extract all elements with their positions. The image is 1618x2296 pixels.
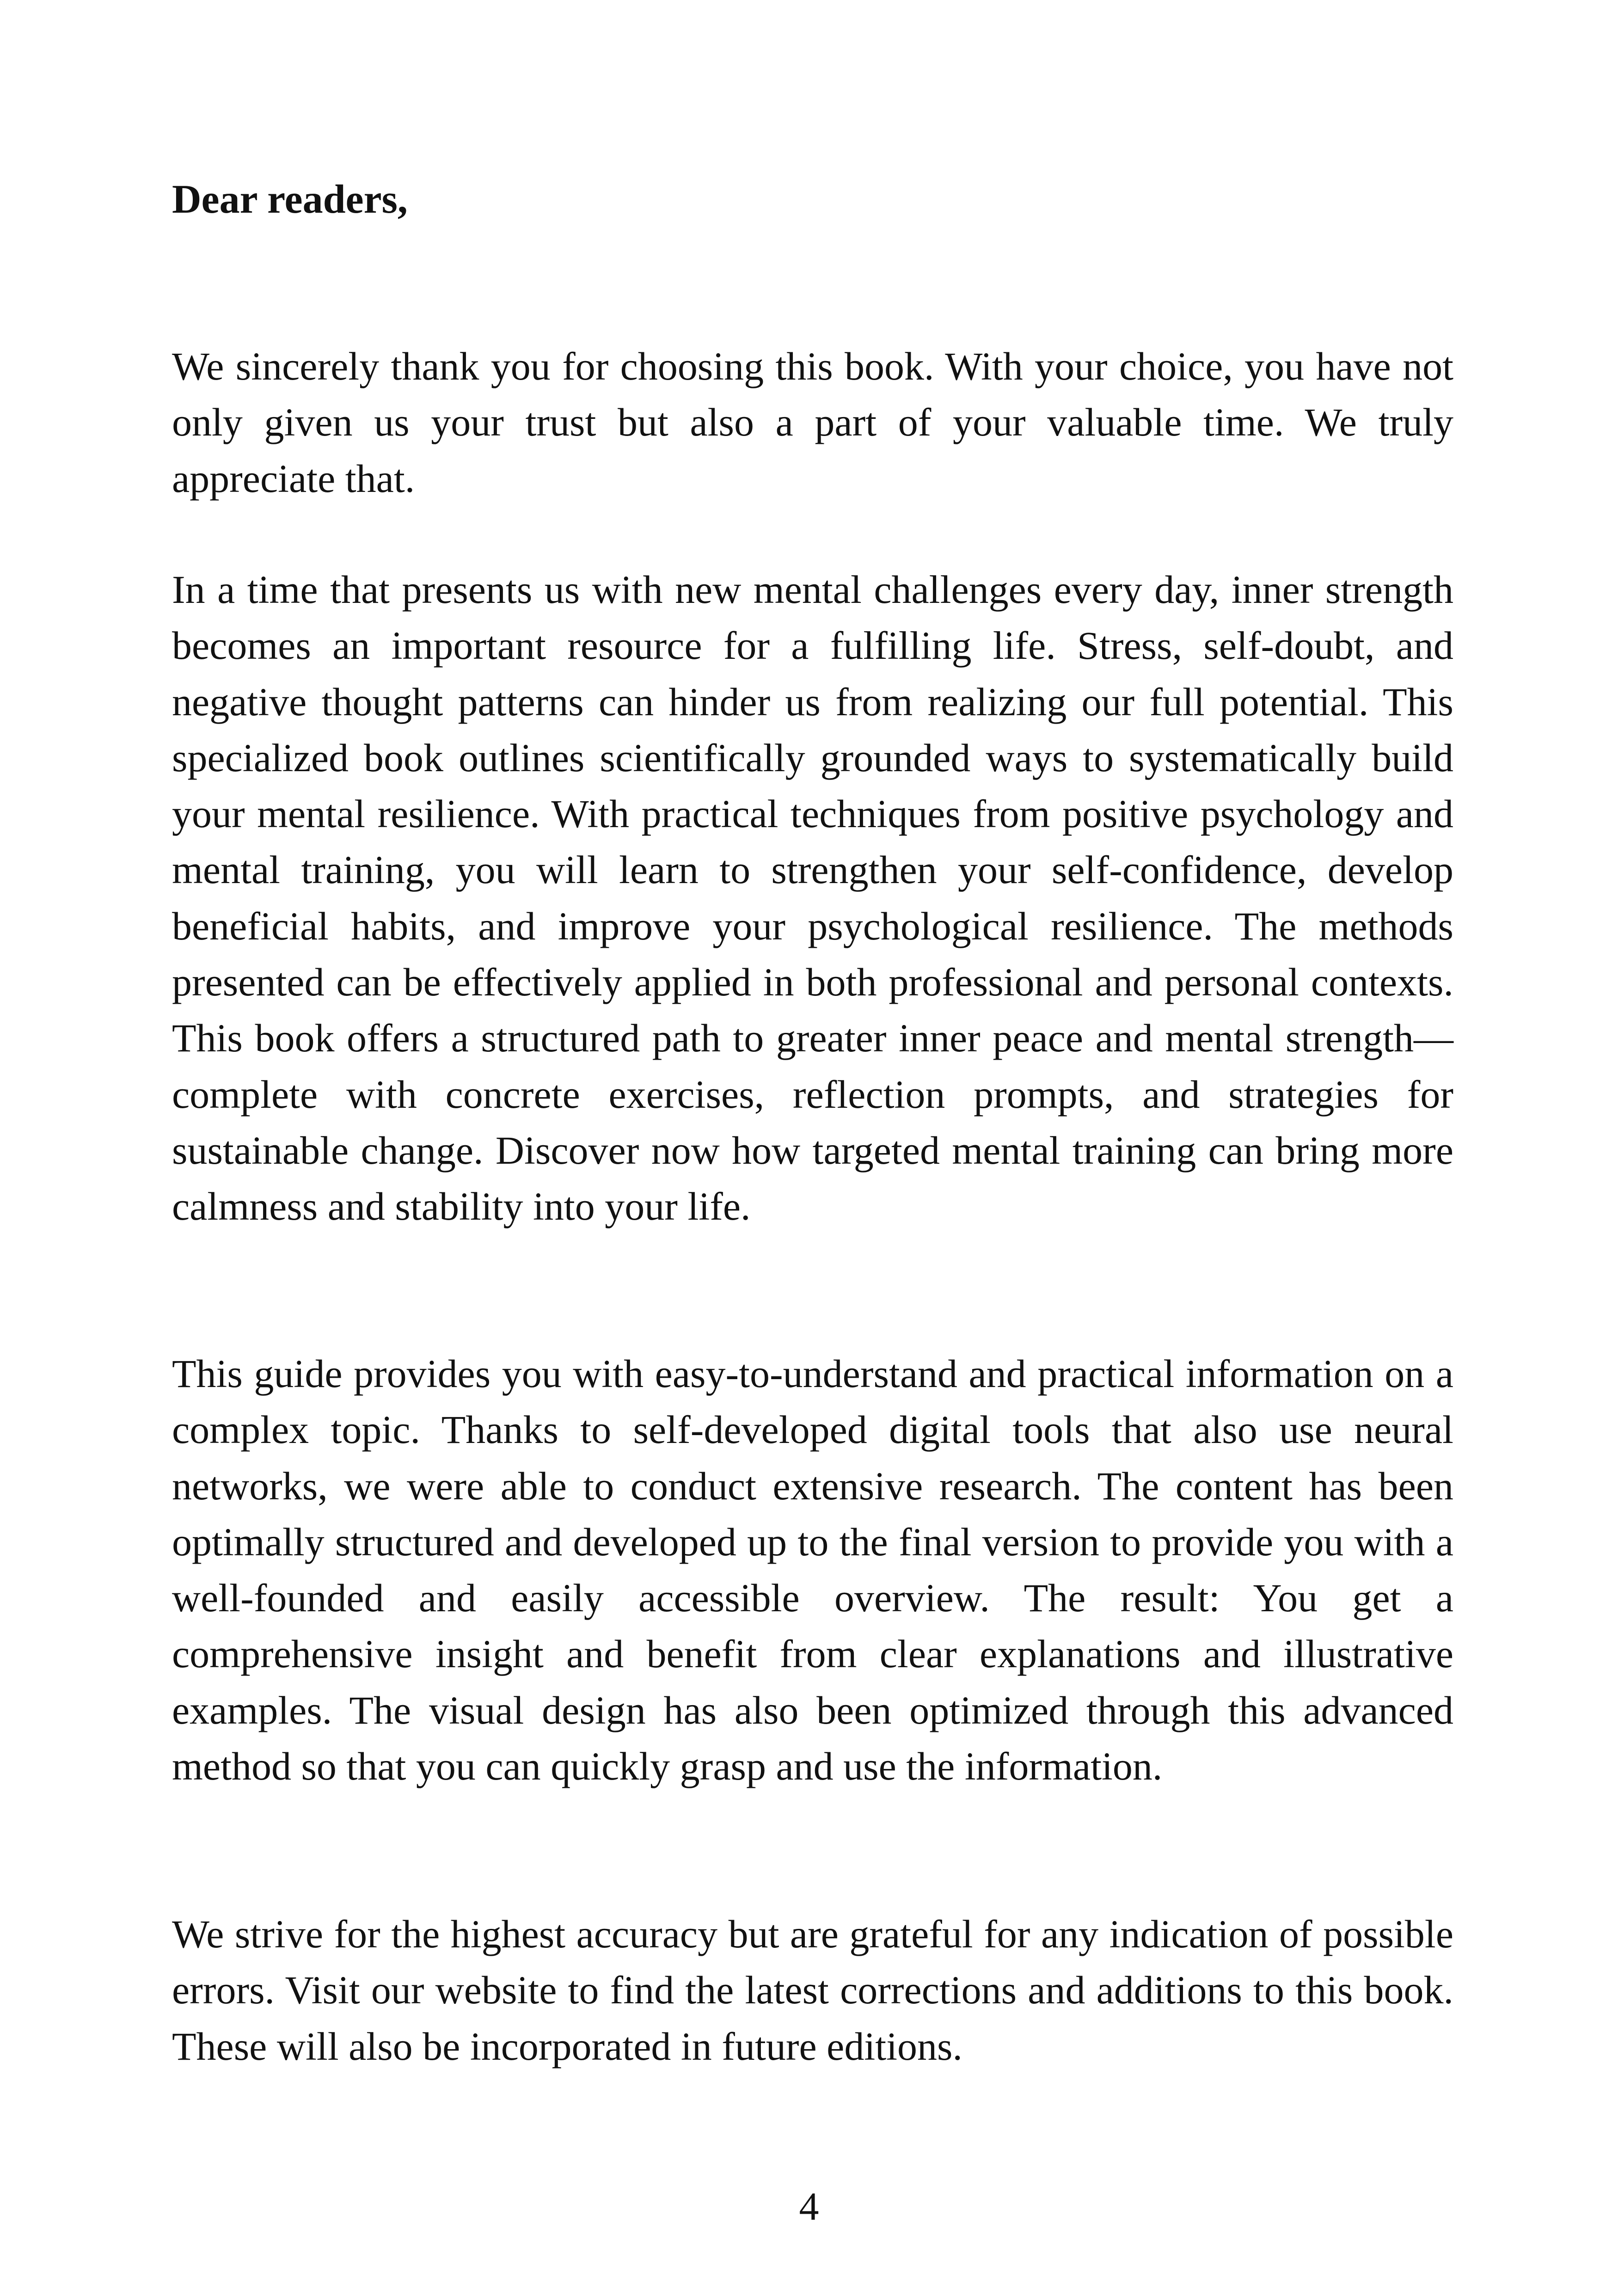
- greeting-heading: Dear readers,: [172, 177, 408, 222]
- paragraph-corrections: We strive for the highest accuracy but are grateful for any indication of possible errors. Visit our website to find the latest corrections and additions to this book. These will also be incorporated in future editions.: [172, 1912, 1453, 2069]
- paragraph-book-overview: In a time that presents us with new mental challenges every day, inner strength becomes an important resource for a fulfilling life. Stress, self-doubt, and negative thought patterns can hinder us from realizing our full potential. This specialized book outlines scientifically grounded ways to systematically build your mental resilience. With practical techniques from positive psychology and mental training, you will learn to strengthen your self-confidence, develop beneficial habits, and improve your psychological resilience. The methods presented can be effectively applied in both professional and personal contexts. This book offers a structured path to greater inner peace and mental strength—complete with concrete exercises, reflection prompts, and strategies for sustainable change. Discover now how targeted mental training can bring more calmness and stability into your life.: [172, 567, 1453, 1229]
- paragraph-guide-method: This guide provides you with easy-to-understand and practical information on a complex topic. Thanks to self-developed digital tools that also use neural networks, we were able to conduct extensive research. The content has been optimally structured and developed up to the final version to provide you with a well-founded and easily accessible overview. The result: You get a comprehensive insight and benefit from clear explanations and illustrative examples. The visual design has also been optimized through this advanced method so that you can quickly grasp and use the information.: [172, 1351, 1453, 1789]
- page-number: 4: [799, 2184, 819, 2228]
- paragraph-thanks: We sincerely thank you for choosing this book. With your choice, you have not only given us your trust but also a part of your valuable time. We truly appreciate that.: [172, 344, 1453, 501]
